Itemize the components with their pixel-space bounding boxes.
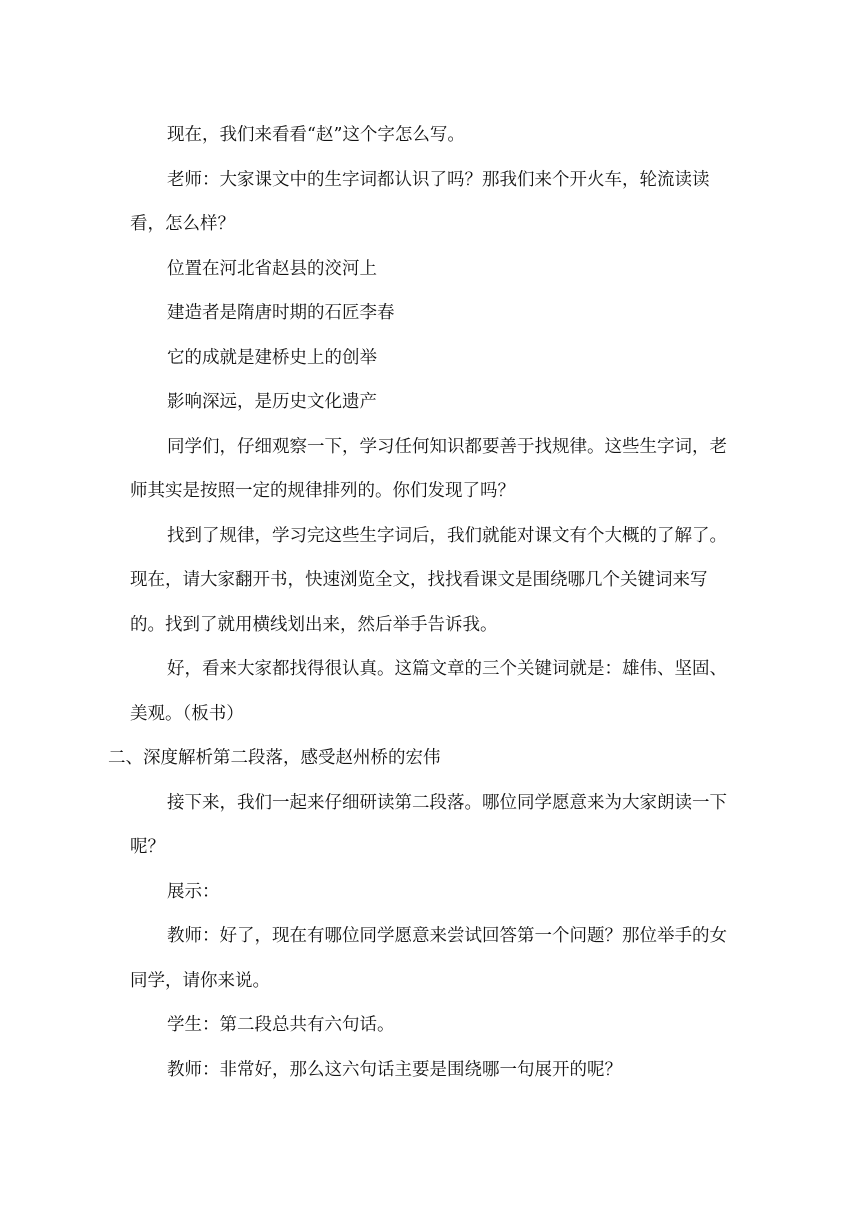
paragraph: 影响深远，是历史文化遗产 <box>167 392 377 412</box>
paragraph: 同学们，仔细观察一下，学习任何知识都要善于找规律。这些生字词，老师其实是按照一定的规律排列的。你们发现了吗？ <box>130 436 727 501</box>
paragraph: 建造者是隋唐时期的石匠李春 <box>167 303 395 323</box>
paragraph: 教师：好了，现在有哪位同学愿意来尝试回答第一个问题？那位举手的女同学，请你来说。 <box>130 926 727 991</box>
paragraph: 学生：第二段总共有六句话。 <box>167 1015 395 1035</box>
paragraph: 接下来，我们一起来仔细研读第二段落。哪位同学愿意来为大家朗读一下呢？ <box>130 792 727 857</box>
paragraph: 老师：大家课文中的生字词都认识了吗？那我们来个开火车，轮流读读看，怎么样？ <box>130 169 710 234</box>
paragraph: 好，看来大家都找得很认真。这篇文章的三个关键词就是：雄伟、坚固、美观。（板书） <box>130 659 727 724</box>
document-body <box>108 113 730 1092</box>
paragraph: 位置在河北省赵县的洨河上 <box>167 258 377 279</box>
section-heading: 二、深度解析第二段落，感受赵州桥的宏伟 <box>108 748 441 768</box>
paragraph: 现在，我们来看看“赵”这个字怎么写。 <box>167 125 465 145</box>
paragraph: 教师：非常好，那么这六句话主要是围绕哪一句展开的呢？ <box>167 1059 622 1080</box>
paragraph: 展示： <box>167 881 220 902</box>
paragraph: 它的成就是建桥史上的创举 <box>167 347 377 368</box>
paragraph: 找到了规律，学习完这些生字词后，我们就能对课文有个大概的了解了。现在，请大家翻开书，快速浏览全文，找找看课文是围绕哪几个关键词来写的。找到了就用横线划出来，然后举手告诉我。 <box>130 525 727 635</box>
